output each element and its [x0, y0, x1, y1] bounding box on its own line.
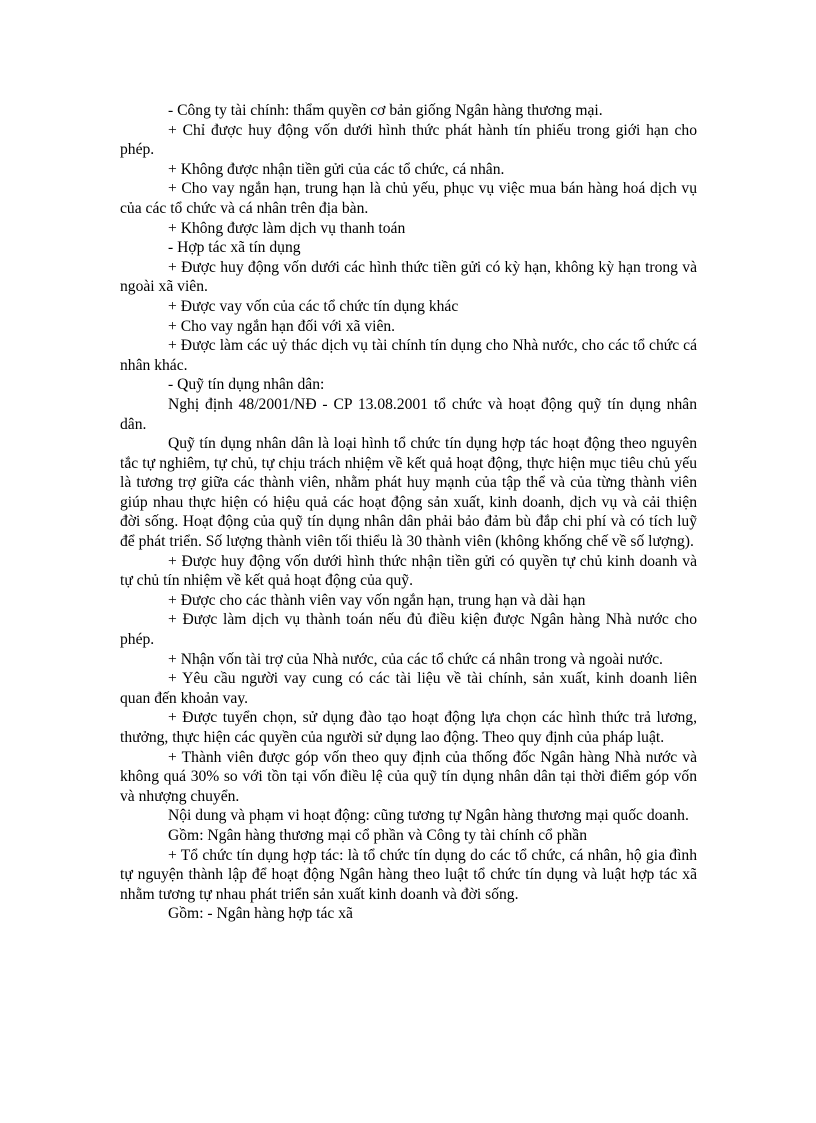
paragraph: + Cho vay ngắn hạn, trung hạn là chủ yếu, phục vụ việc mua bán hàng hoá dịch vụ của các tổ chức và cá nhân trên địa bàn. — [120, 180, 697, 217]
paragraph: + Được làm dịch vụ thành toán nếu đủ điều kiện được Ngân hàng Nhà nước cho phép. — [120, 611, 697, 649]
paragraph: + Được huy động vốn dưới các hình thức tiền gửi có kỳ hạn, không kỳ hạn trong và ngoài xã viên. — [120, 258, 697, 296]
paragraph: + Chỉ được huy động vốn dưới hình thức phát hành tín phiếu trong giới hạn cho phép. — [120, 121, 697, 159]
paragraph: - Hợp tác xã tín dụng — [168, 239, 301, 257]
paragraph: Gồm: Ngân hàng thương mại cổ phần và Công ty tài chính cổ phần — [168, 826, 588, 844]
paragraph: Nghị định 48/2001/NĐ - CP 13.08.2001 tổ chức và hoạt động quỹ tín dụng nhân dân. — [120, 395, 697, 433]
paragraph: + Yêu cầu người vay cung có các tài liệu về tài chính, sản xuất, kinh doanh liên quan đến khoản vay. — [120, 670, 697, 707]
paragraph: + Không được nhận tiền gửi của các tổ chức, cá nhân. — [168, 160, 505, 178]
paragraph: + Không được làm dịch vụ thanh toán — [168, 219, 406, 237]
paragraph: - Quỹ tín dụng nhân dân: — [168, 376, 325, 394]
paragraph: + Được huy động vốn dưới hình thức nhận tiền gửi có quyền tự chủ kinh doanh và tự chủ tín nhiệm về kết quả hoạt động của quỹ. — [120, 552, 697, 590]
paragraph: + Được tuyển chọn, sử dụng đào tạo hoạt động lựa chọn các hình thức trả lương, thưởng, thực hiện các quyền của người sử dụng lao động. Theo quy định của pháp luật. — [120, 709, 697, 746]
paragraph: + Được vay vốn của các tổ chức tín dụng khác — [168, 297, 459, 315]
paragraph: + Được làm các uỷ thác dịch vụ tài chính tín dụng cho Nhà nước, cho các tổ chức cá nhân khác. — [120, 337, 697, 374]
paragraph: + Nhận vốn tài trợ của Nhà nước, của các tổ chức cá nhân trong và ngoài nước. — [168, 650, 663, 668]
paragraph: Nội dung và phạm vi hoạt động: cũng tương tự Ngân hàng thương mại quốc doanh. — [168, 807, 689, 825]
paragraph: + Tổ chức tín dụng hợp tác: là tổ chức tín dụng do các tổ chức, cá nhân, hộ gia đình tự nguyện thành lập để hoạt động Ngân hàng theo luật tổ chức tín dụng và luật hợp tác xã nhằm tương tự nhau phát triển sản xuất kinh doanh và đời sống. — [120, 846, 697, 903]
document-page — [120, 101, 697, 924]
paragraph: + Thành viên được góp vốn theo quy định của thống đốc Ngân hàng Nhà nước và không quá 30% so với tồn tại vốn điều lệ của quỹ tín dụng nhân dân tại thời điểm góp vốn và nhượng chuyển. — [120, 748, 697, 805]
paragraph: + Cho vay ngắn hạn đối với xã viên. — [168, 317, 396, 335]
paragraph: - Công ty tài chính: thẩm quyền cơ bản giống Ngân hàng thương mại. — [168, 102, 603, 119]
paragraph: Gồm: - Ngân hàng hợp tác xã — [168, 905, 353, 923]
paragraph: + Được cho các thành viên vay vốn ngắn hạn, trung hạn và dài hạn — [168, 591, 586, 609]
paragraph: Quỹ tín dụng nhân dân là loại hình tổ chức tín dụng hợp tác hoạt động theo nguyên tắc tự nghiêm, tự chủ, tự chịu trách nhiệm về kết quả hoạt động, thực hiện mục tiêu chủ yếu là tương trợ giữa các thành viên, nhằm phát huy mạnh của tập thể và của từng thành viên giúp nhau thực hiện có hiệu quả các hoạt động sản xuất, kinh doanh, dịch vụ và cải thiện đời sống. Hoạt động của quỹ tín dụng nhân dân phải bảo đảm bù đắp chi phí và có tích luỹ để phát triển. Số lượng thành viên tối thiểu là 30 thành viên (không khống chế về số lượng). — [120, 435, 697, 551]
